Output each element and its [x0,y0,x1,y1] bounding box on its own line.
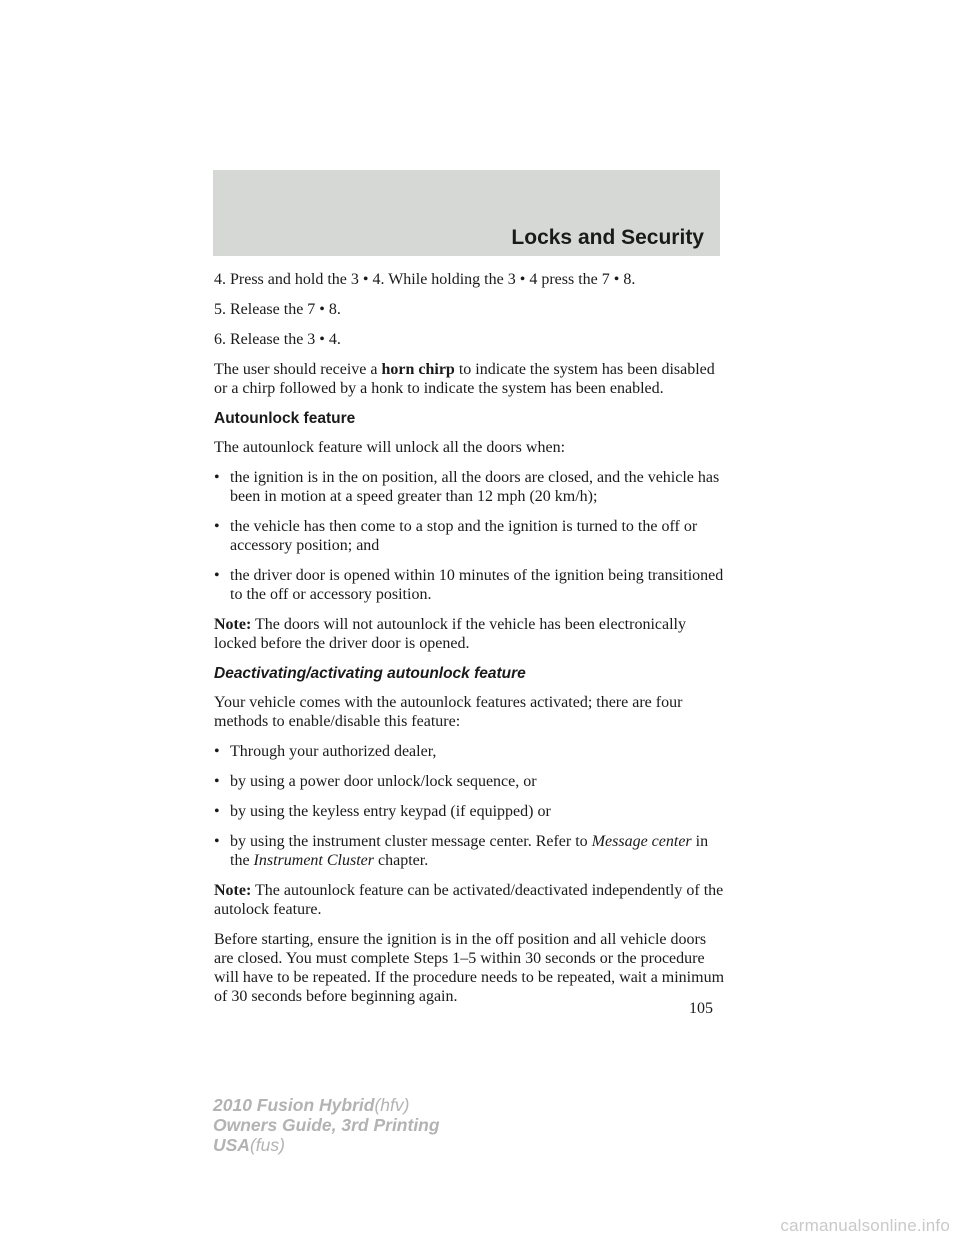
autounlock-heading: Autounlock feature [214,410,356,427]
list-item: • the ignition is in the on position, all the doors are closed, and the vehicle has been in motion at a speed greater than 12 mph (20 km/h); [214,469,720,505]
list-item: • by using the instrument cluster message center. Refer to Message center in the Instrument Cluster chapter. [214,833,709,869]
bullet-glyph: • [214,567,220,584]
watermark: carmanualsonline.info [780,1216,950,1235]
step-4: 4. Press and hold the 3 • 4. While holding the 3 • 4 press the 7 • 8. [214,271,636,288]
footer-line-1: 2010 Fusion Hybrid(hfv) [213,1095,410,1115]
note-label: Note: [214,882,252,899]
bullet-glyph: • [214,833,220,850]
chirp-paragraph: The user should receive a horn chirp to indicate the system has been disabled or a chirp followed by a honk to indicate the system has been enabled. [214,361,715,397]
list-item: • Through your authorized dealer, [214,743,437,760]
bullet-glyph: • [214,518,220,535]
deactivating-intro: Your vehicle comes with the autounlock features activated; there are four methods to enable/disable this feature: [214,694,683,730]
header-band [213,170,720,256]
note-label: Note: [214,616,252,633]
list-item: • the driver door is opened within 10 minutes of the ignition being transitioned to the off or accessory position. [214,567,724,603]
bullet-glyph: • [214,803,220,820]
step-6: 6. Release the 3 • 4. [214,331,341,348]
bullet-glyph: • [519,271,526,288]
list-item: • by using a power door unlock/lock sequence, or [214,773,537,790]
list-item: • by using the keyless entry keypad (if equipped) or [214,803,551,820]
deactivating-heading: Deactivating/activating autounlock feature [214,665,526,682]
autounlock-note: Note: The doors will not autounlock if the vehicle has been electronically locked before the driver door is opened. [214,616,686,652]
before-starting-paragraph: Before starting, ensure the ignition is in the off position and all vehicle doors are closed. You must complete Steps 1–5 within 30 seconds or the procedure will have to be repeated. If the procedure needs to be repeated, wait a minimum of 30 seconds before beginning again. [214,931,725,1005]
deactivating-note: Note: The autounlock feature can be activated/deactivated independently of the autolock feature. [214,882,724,918]
page-number: 105 [689,1000,713,1017]
list-item: • the vehicle has then come to a stop and the ignition is turned to the off or accessory position; and [214,518,698,554]
horn-chirp-term: horn chirp [381,361,455,378]
step-5: 5. Release the 7 • 8. [214,301,341,318]
autounlock-intro: The autounlock feature will unlock all the doors when: [214,439,566,456]
bullet-glyph: • [214,743,220,760]
bullet-glyph: • [214,469,220,486]
section-title: Locks and Security [511,226,704,249]
instrument-cluster-reference: Instrument Cluster [253,852,374,869]
bullet-glyph: • [319,301,325,318]
bullet-glyph: • [319,331,325,348]
bullet-glyph: • [362,271,369,288]
message-center-reference: Message center [591,833,692,850]
bullet-glyph: • [214,773,220,790]
bullet-glyph: • [613,271,620,288]
footer-line-2: Owners Guide, 3rd Printing [213,1115,440,1135]
footer-line-3: USA(fus) [213,1135,285,1155]
footer-imprint [213,1095,440,1155]
page-content [214,270,724,1017]
